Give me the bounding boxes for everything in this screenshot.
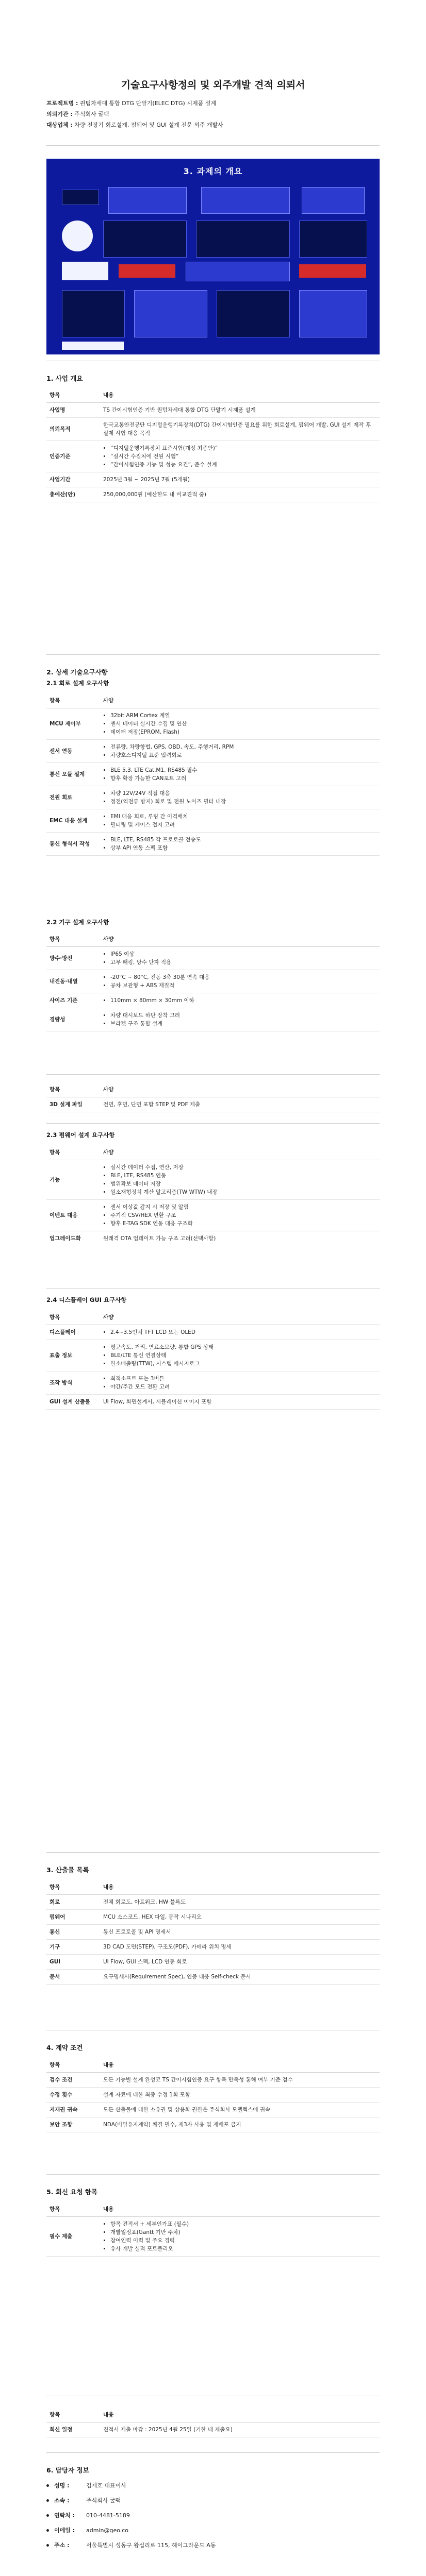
subsection-title: 2.1 회로 설계 요구사항 xyxy=(46,680,109,687)
col-header: 내용 xyxy=(100,2407,380,2422)
table-row xyxy=(46,1097,380,1112)
meta-row xyxy=(46,98,382,109)
row-key: 사업기간 xyxy=(46,472,100,487)
contact-value: 주식회사 굴팩 xyxy=(86,2497,121,2504)
col-header: 사양 xyxy=(100,1082,380,1097)
table-row xyxy=(46,947,380,970)
row-value xyxy=(100,833,380,856)
row-key: 지재권 귀속 xyxy=(46,2103,100,2117)
col-header: 항목 xyxy=(46,2407,100,2422)
mechanical-spec-table xyxy=(46,931,380,1031)
row-value: 250,000,000원 (예산한도 내 비교견적 중) xyxy=(100,487,380,502)
row-value: NDA(비밀유지계약) 체결 필수, 제3자 사용 및 재배포 금지 xyxy=(100,2117,380,2132)
table-row xyxy=(46,487,380,502)
table-row xyxy=(46,1925,380,1940)
row-value: 전면, 후면, 단면 포함 STEP 및 PDF 제출 xyxy=(100,1097,380,1112)
table-header-row xyxy=(46,1310,380,1325)
list-item: • 데이터 저장(EPROM, Flash) xyxy=(110,728,376,736)
row-value: 전체 회로도, 아트워크, HW 블록도 xyxy=(100,1895,380,1910)
table-row xyxy=(46,2217,380,2257)
table-row xyxy=(46,763,380,786)
table-header-row xyxy=(46,1082,380,1097)
circuit-spec-table xyxy=(46,693,380,856)
row-key: 검수 조건 xyxy=(46,2073,100,2088)
row-key: 회신 일정 xyxy=(46,2422,100,2437)
overview-banner-image xyxy=(46,159,380,354)
list-item: • 범위확보 데이터 저장 xyxy=(110,1180,376,1188)
row-value xyxy=(100,740,380,763)
bullet-icon xyxy=(46,2484,49,2487)
list-item: • 주기적 CSV/HEX 변환 구조 xyxy=(110,1211,376,1219)
banner-block xyxy=(217,290,290,337)
list-item: • 센서 이상값 감지 시 저장 및 알림 xyxy=(110,1203,376,1211)
list-item: • 유사 개발 실적 포트폴리오 xyxy=(110,2245,376,2253)
contact-email[interactable]: admin@geo.co xyxy=(86,2527,129,2534)
row-value: 한국교통안전공단 디지털운행기록장치(DTG) 간이시험인증 필요를 위한 회로설계, 펌웨어 개발, GUI 설계 제작 후 실제 시험 대응 목적 xyxy=(100,418,380,441)
row-value: 모든 기능별 설계 완성코 TS 간이시험인증 요구 항목 만족성 통해 여부 기준 검수 xyxy=(100,2073,380,2088)
list-item: • 항목 견적서 + 세부인가표 (필수) xyxy=(110,2220,376,2228)
row-key: 표출 정보 xyxy=(46,1340,100,1371)
banner-block xyxy=(103,221,187,258)
contact-row xyxy=(46,2493,216,2508)
meta-key: 대상업체 : xyxy=(46,122,73,128)
list-item: • “디지털운행기록장치 표준시험(개정 최종안)” xyxy=(110,444,376,452)
row-key: 내진동·내열 xyxy=(46,970,100,993)
list-item: • “실시간 수집처에 전원 시험” xyxy=(110,452,376,461)
contact-row xyxy=(46,2523,216,2538)
row-value xyxy=(100,1340,380,1371)
row-key: 디스플레이 xyxy=(46,1325,100,1340)
contract-terms-table xyxy=(46,2057,380,2132)
banner-block xyxy=(299,264,366,278)
row-value: 모든 산출물에 대한 소유권 및 상용화 권한은 주식회사 모델렉스에 귀속 xyxy=(100,2103,380,2117)
col-header: 항목 xyxy=(46,1879,100,1895)
deliverables-table xyxy=(46,1879,380,1985)
row-key: 3D 설계 파일 xyxy=(46,1097,100,1112)
contact-value: 서울특별시 성동구 왕십리로 115, 헤이그라운드 A동 xyxy=(86,2542,216,2549)
table-header-row xyxy=(46,931,380,947)
table-row xyxy=(46,833,380,856)
contact-key: 연락처 : xyxy=(54,2512,75,2519)
subsection-title: 2.2 기구 설계 요구사항 xyxy=(46,919,109,926)
list-item: • 공차 보관형 + ABS 재질적 xyxy=(110,981,376,990)
list-item: • -20°C ~ 80°C, 진동 3축 30분 연속 대응 xyxy=(110,973,376,981)
meta-key: 프로젝트명 : xyxy=(46,100,78,107)
overview-table xyxy=(46,387,380,502)
col-header: 내용 xyxy=(100,1879,380,1895)
divider xyxy=(46,1288,380,1289)
row-value: 원래격 OTA 업데이트 가능 구조 고려(선택사항) xyxy=(100,1231,380,1246)
list-item: • 개발일정표(Gantt 기반 주차) xyxy=(110,2228,376,2236)
table-header-row xyxy=(46,1145,380,1160)
contact-row xyxy=(46,2538,216,2553)
list-item: • 참여인력 이력 및 주요 경력 xyxy=(110,2236,376,2245)
table-row xyxy=(46,418,380,441)
row-value: 설계 자료에 대한 최종 수정 1회 포함 xyxy=(100,2088,380,2103)
contact-key: 성명 : xyxy=(54,2482,70,2489)
table-header-row xyxy=(46,387,380,403)
row-key: 의뢰목적 xyxy=(46,418,100,441)
divider xyxy=(46,2452,380,2453)
row-key: 통신 xyxy=(46,1925,100,1940)
row-value: 통신 프로토콜 및 API 명세서 xyxy=(100,1925,380,1940)
list-item: • 원소재형정치 계산 알고리즘(TW WTW) 내장 xyxy=(110,1188,376,1196)
cad-deliverable-table xyxy=(46,1082,380,1112)
row-key: 회로 xyxy=(46,1895,100,1910)
table-row xyxy=(46,403,380,418)
list-item: • 향후 확장 가능한 CAN포트 고려 xyxy=(110,774,376,783)
row-key: 방수·방진 xyxy=(46,947,100,970)
table-header-row xyxy=(46,1879,380,1895)
meta-value: 퀀텀차세대 통합 DTG 단말기(ELEC DTG) 시제품 설계 xyxy=(79,100,216,107)
row-value: 견적서 제출 마감 : 2025년 4월 25일 (기한 내 제출요) xyxy=(100,2422,380,2437)
table-header-row xyxy=(46,693,380,708)
section-title: 2. 상세 기술요구사항 xyxy=(46,668,108,676)
table-row xyxy=(46,1231,380,1246)
col-header: 사양 xyxy=(100,1310,380,1325)
table-row xyxy=(46,1200,380,1231)
row-key: 이벤트 대응 xyxy=(46,1200,100,1231)
banner-title: 3. 과제의 개요 xyxy=(183,166,243,176)
table-row xyxy=(46,1340,380,1371)
row-value xyxy=(100,947,380,970)
row-value xyxy=(100,2217,380,2257)
row-key: 통신 형식서 작성 xyxy=(46,833,100,856)
list-item: • 차량 대시보드 하단 장착 고려 xyxy=(110,1011,376,1020)
row-key: 보안 조항 xyxy=(46,2117,100,2132)
section-title: 6. 담당자 정보 xyxy=(46,2466,89,2474)
table-row xyxy=(46,708,380,740)
list-item: • 32bit ARM Cortex 계열 xyxy=(110,711,376,720)
list-item: • 평균속도, 거리, 연료소모량, 통합 GPS 상태 xyxy=(110,1343,376,1351)
banner-block xyxy=(62,290,125,337)
col-header: 내용 xyxy=(100,2057,380,2073)
list-item: • 한소배출량(TTW), 시스템 메시지로그 xyxy=(110,1360,376,1368)
banner-block xyxy=(134,290,207,337)
banner-block xyxy=(299,290,367,337)
banner-block xyxy=(302,187,365,214)
list-item: • BLE, LTE, RS485 각 프로토콜 전송도 xyxy=(110,836,376,844)
row-key: 필수 제출 xyxy=(46,2217,100,2257)
section-title: 5. 회신 요청 항목 xyxy=(46,2188,97,2196)
row-value: 3D CAD 도면(STEP), 구조도(PDF), 카메라 위치 명세 xyxy=(100,1940,380,1955)
list-item: • “간이시험인증 기능 및 성능 요건”, 준수 설계 xyxy=(110,461,376,469)
row-key: 사이즈 기준 xyxy=(46,993,100,1008)
meta-row xyxy=(46,120,382,130)
row-key: 수정 횟수 xyxy=(46,2088,100,2103)
col-header: 내용 xyxy=(100,2201,380,2217)
firmware-spec-table xyxy=(46,1145,380,1246)
col-header: 항목 xyxy=(46,1145,100,1160)
row-key: MCU 제어부 xyxy=(46,708,100,740)
bullet-icon xyxy=(46,2514,49,2517)
col-header: 항목 xyxy=(46,931,100,947)
table-row xyxy=(46,809,380,833)
list-item: • IP65 이상 xyxy=(110,950,376,958)
list-item: • BLE 5.3, LTE Cat.M1, RS485 필수 xyxy=(110,766,376,774)
row-value xyxy=(100,441,380,472)
row-key: 업그레이드화 xyxy=(46,1231,100,1246)
list-item: • 110mm × 80mm × 30mm 이하 xyxy=(110,996,376,1005)
banner-block xyxy=(62,221,93,251)
subsection-title: 2.3 펌웨어 설계 요구사항 xyxy=(46,1131,115,1139)
table-row xyxy=(46,1325,380,1340)
table-row xyxy=(46,1895,380,1910)
table-row xyxy=(46,2103,380,2117)
row-key: 경량성 xyxy=(46,1008,100,1031)
row-key: GUI xyxy=(46,1955,100,1970)
col-header: 항목 xyxy=(46,2057,100,2073)
banner-block xyxy=(196,221,290,258)
row-value xyxy=(100,1160,380,1200)
row-value xyxy=(100,1371,380,1395)
list-item: • 2.4~3.5인치 TFT LCD 또는 OLED xyxy=(110,1328,376,1336)
banner-block xyxy=(186,262,290,281)
row-key: 문서 xyxy=(46,1970,100,1985)
row-key: 펌웨어 xyxy=(46,1910,100,1925)
divider xyxy=(46,145,380,146)
document-meta xyxy=(46,98,382,130)
col-header: 항목 xyxy=(46,2201,100,2217)
row-key: 센서 연동 xyxy=(46,740,100,763)
divider xyxy=(46,1074,380,1075)
table-header-row xyxy=(46,2201,380,2217)
row-value xyxy=(100,1008,380,1031)
reply-items-table xyxy=(46,2201,380,2257)
row-key: 전원 회로 xyxy=(46,786,100,809)
section-title: 1. 사업 개요 xyxy=(46,375,83,382)
list-item: • BLE, LTE, RS485 연동 xyxy=(110,1172,376,1180)
col-header: 항목 xyxy=(46,387,100,403)
banner-block xyxy=(62,262,108,280)
reply-schedule-table xyxy=(46,2407,380,2437)
list-item: • 차량호스디지털 표준 입력회로 xyxy=(110,751,376,759)
list-item: • 실시간 데이터 수집, 연산, 저장 xyxy=(110,1163,376,1172)
section-title: 4. 계약 조건 xyxy=(46,2044,83,2052)
row-key: 기구 xyxy=(46,1940,100,1955)
row-value xyxy=(100,786,380,809)
table-row xyxy=(46,2088,380,2103)
row-value: UI Flow, 화면설계서, 시뮬레이션 이미지 포함 xyxy=(100,1395,380,1410)
table-row xyxy=(46,1940,380,1955)
row-value: 2025년 3월 ~ 2025년 7월 (5개월) xyxy=(100,472,380,487)
list-item: • 정전(역전류 방지) 회로 및 전원 노이즈 필터 내장 xyxy=(110,798,376,806)
table-row xyxy=(46,2422,380,2437)
list-item: • 야간/주간 모드 전환 고려 xyxy=(110,1383,376,1391)
subsection-title: 2.4 디스플레이 GUI 요구사항 xyxy=(46,1296,127,1303)
col-header: 항목 xyxy=(46,1082,100,1097)
contact-key: 이메일 : xyxy=(54,2527,75,2534)
banner-block xyxy=(299,221,367,258)
table-row xyxy=(46,441,380,472)
row-value xyxy=(100,763,380,786)
list-item: • 최적소프트 또는 3버튼 xyxy=(110,1375,376,1383)
list-item: • 센서 데이터 실시간 수집 및 연산 xyxy=(110,720,376,728)
list-item: • EMI 대응 회로, 루팅 간 이격배치 xyxy=(110,812,376,821)
list-item: • 고무 패킹, 방수 단자 적용 xyxy=(110,958,376,967)
meta-key: 의뢰기관 : xyxy=(46,111,73,117)
col-header: 사양 xyxy=(100,1145,380,1160)
row-value: TS 간이시험인증 기반 퀀텀차세대 통합 DTG 단말기 시제품 설계 xyxy=(100,403,380,418)
col-header: 내용 xyxy=(100,387,380,403)
row-value xyxy=(100,708,380,740)
table-row xyxy=(46,1371,380,1395)
banner-block xyxy=(62,342,124,350)
divider xyxy=(46,654,380,655)
row-value xyxy=(100,970,380,993)
contact-key: 소속 : xyxy=(54,2497,70,2504)
section-title: 3. 산출물 목록 xyxy=(46,1866,89,1874)
gui-spec-table xyxy=(46,1310,380,1410)
col-header: 항목 xyxy=(46,1310,100,1325)
row-key: 총예산(안) xyxy=(46,487,100,502)
row-value xyxy=(100,809,380,833)
table-row xyxy=(46,2073,380,2088)
table-row xyxy=(46,1395,380,1410)
table-row xyxy=(46,970,380,993)
row-key: GUI 설계 산출물 xyxy=(46,1395,100,1410)
row-key: 조작 방식 xyxy=(46,1371,100,1395)
table-row xyxy=(46,1970,380,1985)
col-header: 사양 xyxy=(100,931,380,947)
list-item: • BLE/LTE 통신 연결상태 xyxy=(110,1351,376,1360)
list-item: • 필터링 및 케이스 접지 고려 xyxy=(110,821,376,829)
bullet-icon xyxy=(46,2529,49,2532)
table-row xyxy=(46,2117,380,2132)
banner-block xyxy=(201,187,290,214)
bullet-icon xyxy=(46,2499,49,2502)
table-row xyxy=(46,740,380,763)
divider xyxy=(46,1852,380,1853)
col-header: 항목 xyxy=(46,693,100,708)
list-item: • 상부 API 연동 스펙 포함 xyxy=(110,844,376,852)
row-value: 요구명세서(Requirement Spec), 인증 대응 Self-check 문서 xyxy=(100,1970,380,1985)
meta-row xyxy=(46,109,382,120)
row-value xyxy=(100,1200,380,1231)
row-key: 사업명 xyxy=(46,403,100,418)
contact-value: 김재호 대표이사 xyxy=(86,2482,126,2489)
table-row xyxy=(46,786,380,809)
banner-block xyxy=(62,190,99,205)
table-row xyxy=(46,993,380,1008)
col-header: 사양 xyxy=(100,693,380,708)
table-header-row xyxy=(46,2407,380,2422)
contact-row xyxy=(46,2478,216,2493)
row-value xyxy=(100,993,380,1008)
table-row xyxy=(46,1160,380,1200)
contact-key: 주소 : xyxy=(54,2542,70,2549)
list-item: • 브라켓 구조 통합 설계 xyxy=(110,1020,376,1028)
contact-list xyxy=(46,2478,216,2553)
table-row xyxy=(46,472,380,487)
list-item: • 향후 E-TAG SDK 연동 대응 구조화 xyxy=(110,1219,376,1228)
document-title: 기술요구사항정의 및 외주개발 견적 의뢰서 xyxy=(121,79,305,91)
row-key: EMC 대응 설계 xyxy=(46,809,100,833)
banner-block xyxy=(119,264,175,278)
divider xyxy=(46,2174,380,2175)
table-row xyxy=(46,1008,380,1031)
banner-block xyxy=(108,187,187,214)
meta-value: 차량 전장기 회로설계, 펌웨어 및 GUI 설계 전문 외주 개발사 xyxy=(74,122,223,128)
meta-value: 주식회사 굴팩 xyxy=(74,111,109,117)
contact-row xyxy=(46,2508,216,2523)
bullet-icon xyxy=(46,2544,49,2547)
list-item: • 차량 12V/24V 직접 대응 xyxy=(110,789,376,798)
row-value: UI Flow, GUI 스펙, LCD 연동 회로 xyxy=(100,1955,380,1970)
row-key: 인증기준 xyxy=(46,441,100,472)
row-value xyxy=(100,1325,380,1340)
divider xyxy=(46,1123,380,1124)
row-value: MCU 소스코드, HEX 파일, 동작 시나리오 xyxy=(100,1910,380,1925)
table-row xyxy=(46,1910,380,1925)
contact-value: 010-4481-5189 xyxy=(86,2512,130,2519)
row-key: 통신 모듈 설계 xyxy=(46,763,100,786)
table-row xyxy=(46,1955,380,1970)
row-key: 기능 xyxy=(46,1160,100,1200)
table-header-row xyxy=(46,2057,380,2073)
list-item: • 전류량, 차량항법, GPS, OBD, 속도, 주행거리, RPM xyxy=(110,743,376,751)
